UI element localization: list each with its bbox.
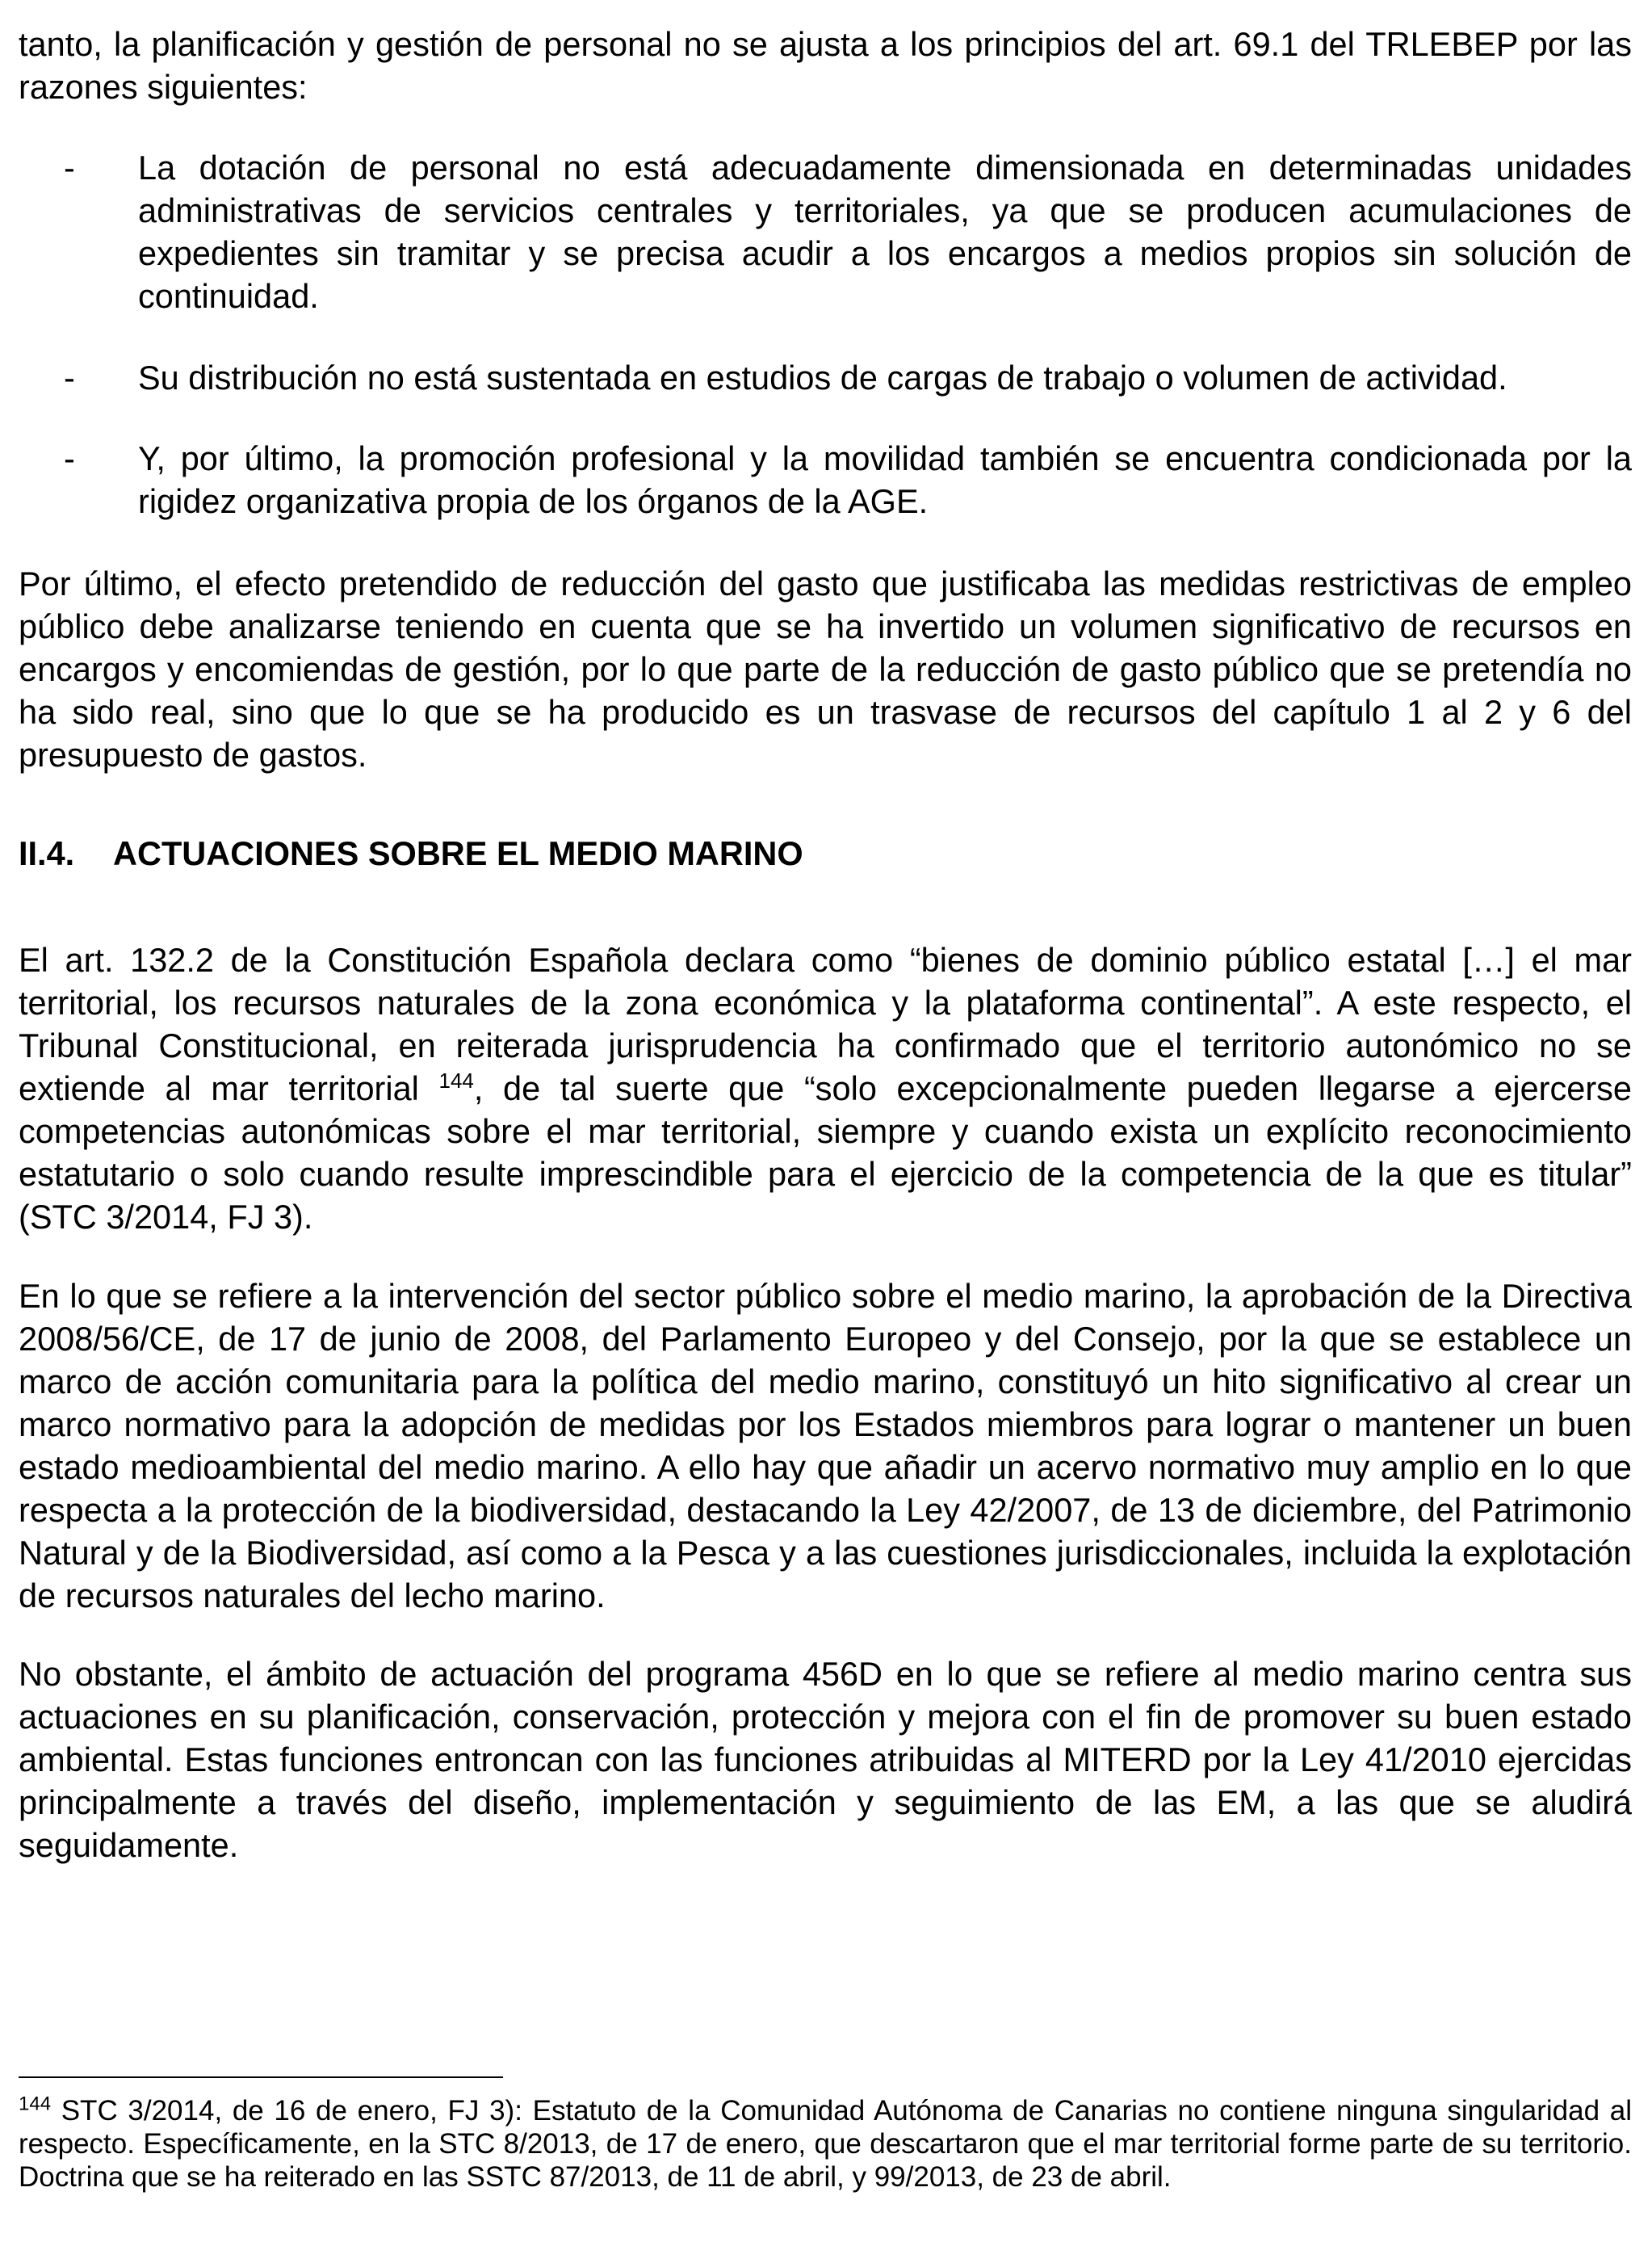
bullet-marker: - bbox=[64, 149, 75, 187]
bullet-marker: - bbox=[64, 359, 75, 397]
section-paragraph-2: En lo que se refiere a la intervención del sector público sobre el medio marino, la aprobación de la Directiva 2008/56/CE, de 17 de junio de 2008, del Parlamento Europeo y del Consejo, por la que se establece un marco de acción comunitaria para la política del medio marino, constituyó un hito significativo al crear un marco normativo para la adopción de medidas por los Estados miembros para lograr o mantener un buen estado medioambiental del medio marino. A ello hay que añadir un acervo normativo muy amplio en lo que respecta a la protección de la biodiversidad, destacando la Ley 42/2007, de 13 de diciembre, del Patrimonio Natural y de la Biodiversidad, así como a la Pesca y a las cuestiones jurisdiccionales, incluida la explotación de recursos naturales del lecho marino. bbox=[19, 1277, 1632, 1614]
section-title: ACTUACIONES SOBRE EL MEDIO MARINO bbox=[113, 834, 803, 872]
footnote-text: STC 3/2014, de 16 de enero, FJ 3): Estatuto de la Comunidad Autónoma de Canarias no contiene ninguna singularidad al respecto. Específicamente, en la STC 8/2013, de 17 de enero, que descartaron que el mar territorial forme parte de su territorio. Doctrina que se ha reiterado en las SSTC 87/2013, de 11 de abril, y 99/2013, de 23 de abril. bbox=[19, 2095, 1632, 2193]
bullet-marker: - bbox=[64, 439, 75, 477]
paragraph-text: El art. 132.2 de la Constitución Española declara como “bienes de dominio público estatal […] el mar territorial, los recursos naturales de la zona económica y la plataforma continental”. A este respecto, el Tribunal Constitucional, en reiterada jurisprudencia ha confirmado que el territorio autonómico no se extiende al mar territorial bbox=[19, 941, 1632, 1107]
bullet-text: Y, por último, la promoción profesional y la movilidad también se encuentra condicionada por la rigidez organizativa propia de los órganos de la AGE. bbox=[138, 439, 1632, 520]
paragraph-text: , de tal suerte que “solo excepcionalmente pueden llegarse a ejercerse competencias autonómicas sobre el mar territorial, siempre y cuando exista un explícito reconocimiento estatutario o solo cuando resulte imprescindible para el ejercicio de la competencia de la que es titular” (STC 3/2014, FJ 3). bbox=[19, 1069, 1632, 1236]
section-paragraph-3: No obstante, el ámbito de actuación del programa 456D en lo que se refiere al medio marino centra sus actuaciones en su planificación, conservación, protección y mejora con el fin de promover su buen estado ambiental. Estas funciones entroncan con las funciones atribuidas al MITERD por la Ley 41/2010 ejercidas principalmente a través del diseño, implementación y seguimiento de las EM, a las que se aludirá seguidamente. bbox=[19, 1655, 1632, 1864]
footnote-reference: 144 bbox=[438, 1069, 474, 1094]
bullet-text: Su distribución no está sustentada en estudios de cargas de trabajo o volumen de actividad. bbox=[138, 359, 1507, 397]
section-number: II.4. bbox=[19, 834, 75, 872]
intro-paragraph: tanto, la planificación y gestión de personal no se ajusta a los principios del art. 69.1 del TRLEBEP por las razones siguientes: bbox=[19, 25, 1632, 106]
section-heading bbox=[19, 832, 803, 875]
bullet-text: La dotación de personal no está adecuadamente dimensionada en determinadas unidades administrativas de servicios centrales y territoriales, ya que se producen acumulaciones de expedientes sin tramitar y se precisa acudir a los encargos a medios propios sin solución de continuidad. bbox=[138, 149, 1632, 315]
footnote bbox=[19, 2094, 1632, 2194]
footnote-divider bbox=[19, 2076, 503, 2078]
closing-paragraph: Por último, el efecto pretendido de reducción del gasto que justificaba las medidas restrictivas de empleo público debe analizarse teniendo en cuenta que se ha invertido un volumen significativo de recursos en encargos y encomiendas de gestión, por lo que parte de la reducción de gasto público que se pretendía no ha sido real, sino que lo que se ha producido es un trasvase de recursos del capítulo 1 al 2 y 6 del presupuesto de gastos. bbox=[19, 565, 1632, 774]
footnote-number: 144 bbox=[19, 2093, 52, 2115]
section-paragraph-1 bbox=[19, 938, 1632, 1238]
